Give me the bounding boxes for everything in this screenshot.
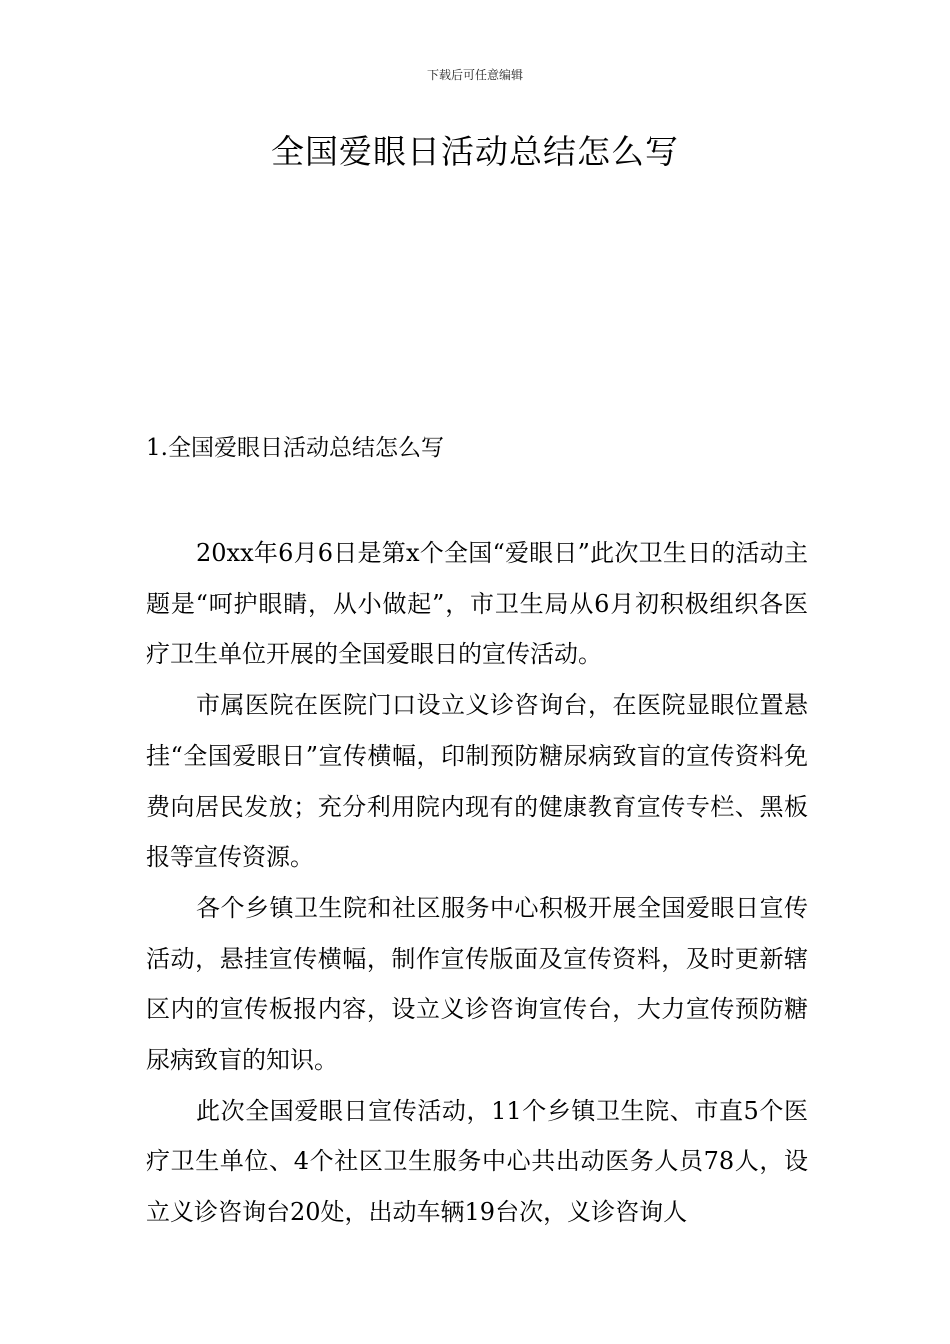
header-note: 下载后可任意编辑 — [426, 68, 523, 82]
section-heading: 1.全国爱眼日活动总结怎么写 — [146, 435, 444, 461]
document-body — [146, 528, 808, 1238]
paragraph-3: 各个乡镇卫生院和社区服务中心积极开展全国爱眼日宣传活动，悬挂宣传横幅，制作宣传版面及宣传资料，及时更新辖区内的宣传板报内容，设立义诊咨询宣传台，大力宣传预防糖尿病致盲的知识。 — [146, 893, 808, 1075]
paragraph-4: 此次全国爱眼日宣传活动，11个乡镇卫生院、市直5个医疗卫生单位、4个社区卫生服务中心共出动医务人员78人，设立义诊咨询台20处，出动车辆19台次，义诊咨询人 — [146, 1096, 808, 1227]
paragraph-1: 20xx年6月6日是第x个全国“爱眼日”此次卫生日的活动主题是“呵护眼睛，从小做起”，市卫生局从6月初积极组织各医疗卫生单位开展的全国爱眼日的宣传活动。 — [146, 539, 808, 669]
document-title: 全国爱眼日活动总结怎么写 — [271, 132, 679, 171]
paragraph-2: 市属医院在医院门口设立义诊咨询台，在医院显眼位置悬挂“全国爱眼日”宣传横幅，印制预防糖尿病致盲的宣传资料免费向居民发放；充分利用院内现有的健康教育宣传专栏、黑板报等宣传资源。 — [146, 691, 808, 872]
